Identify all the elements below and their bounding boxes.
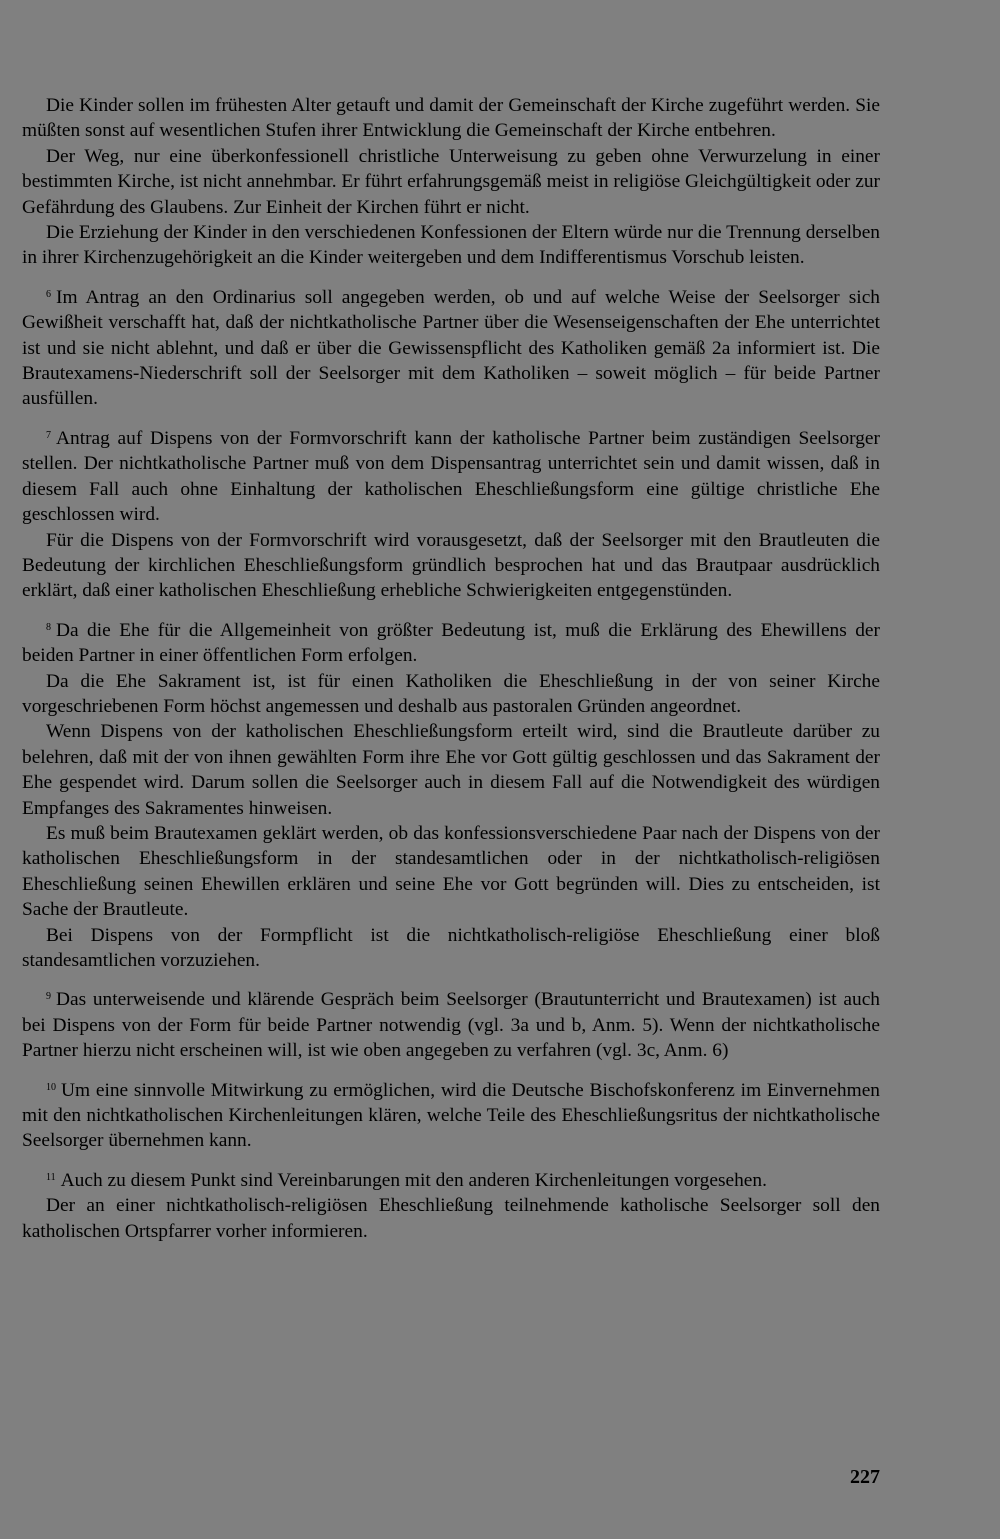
note-paragraph: Der an einer nichtkatholisch-religiösen Eheschließung teilnehmende katholische Seelsorger soll den katholischen Ortspfarrer vorher informieren. [22, 1195, 880, 1242]
note-paragraph: Bei Dispens von der Formpflicht ist die nichtkatholisch-religiöse Eheschließung einer bloß standesamtlichen vorzuziehen. [22, 924, 880, 971]
note-number: 7 [46, 429, 51, 441]
note-7 [22, 426, 880, 604]
note-6 [22, 285, 880, 412]
note-8 [22, 618, 880, 974]
page-body [22, 93, 880, 1244]
note-paragraph: Da die Ehe Sakrament ist, ist für einen Katholiken die Eheschließung in der von seiner Kirche vorgeschriebenen Form höchst angemessen und deshalb aus pastoralen Gründen angeordnet. [22, 670, 880, 717]
note-paragraph: Es muß beim Brautexamen geklärt werden, ob das konfessionsverschiedene Paar nach der Dispens von der katholischen Eheschließungsform in der standesamtlichen oder in der nichtkatholisch-religiösen Eheschließung seinen Ehewillen erklären und seine Ehe vor Gott begründen will. Dies zu entscheiden, ist Sache der Brautleute. [22, 822, 880, 921]
intro-paragraph: Die Erziehung der Kinder in den verschiedenen Konfessionen der Eltern würde nur die Trennung derselben in ihrer Kirchenzugehörigkeit an die Kinder weitergeben und dem Indifferentismus Vorschub leisten. [22, 222, 880, 269]
note-number: 10 [46, 1081, 56, 1093]
note-number: 6 [46, 288, 51, 300]
note-paragraph: Das unterweisende und klärende Gespräch beim Seelsorger (Brautunterricht und Brautexamen) ist auch bei Dispens von der Form für beide Partner notwendig (vgl. 3a und b, Anm. 5). Wenn der nichtkatholische Partner hierzu nicht erscheinen will, ist wie oben angegeben zu verfahren (vgl. 3c, Anm. 6) [22, 989, 880, 1062]
note-10 [22, 1078, 880, 1154]
note-paragraph: Um eine sinnvolle Mitwirkung zu ermöglichen, wird die Deutsche Bischofskonferenz im Einvernehmen mit den nichtkatholischen Kirchenleitungen klären, welche Teile des Eheschließungsritus der nichtkatholische Seelsorger übernehmen kann. [22, 1079, 880, 1152]
page-number: 227 [850, 1466, 880, 1488]
intro-section [22, 93, 880, 271]
note-paragraph: Auch zu diesem Punkt sind Vereinbarungen mit den anderen Kirchenleitungen vorgesehen. [60, 1169, 767, 1191]
note-number: 8 [46, 621, 51, 633]
note-paragraph: Antrag auf Dispens von der Formvorschrift kann der katholische Partner beim zuständigen Seelsorger stellen. Der nichtkatholische Partner muß von dem Dispensantrag unterrichtet sein und damit wissen, daß in diesem Fall auch ohne Einhaltung der katholischen Eheschließungsform eine gültige christliche Ehe geschlossen wird. [22, 427, 880, 526]
intro-paragraph: Der Weg, nur eine überkonfessionell christliche Unterweisung zu geben ohne Verwurzelung in einer bestimmten Kirche, ist nicht annehmbar. Er führt erfahrungsgemäß meist in religiöse Gleichgültigkeit oder zur Gefährdung des Glaubens. Zur Einheit der Kirchen führt er nicht. [22, 145, 880, 218]
note-paragraph: Wenn Dispens von der katholischen Eheschließungsform erteilt wird, sind die Brautleute darüber zu belehren, daß mit der von ihnen gewählten Form ihre Ehe vor Gott gültig geschlossen und das Sakrament der Ehe gespendet wird. Darum sollen die Seelsorger auch in diesem Fall auf die Notwendigkeit des würdigen Empfanges des Sakramentes hinweisen. [22, 721, 880, 819]
note-9 [22, 987, 880, 1063]
intro-paragraph: Die Kinder sollen im frühesten Alter getauft und damit der Gemeinschaft der Kirche zugeführt werden. Sie müßten sonst auf wesentlichen Stufen ihrer Entwicklung die Gemeinschaft der Kirche entbehren. [22, 95, 880, 142]
note-number: 9 [46, 991, 51, 1003]
note-paragraph: Für die Dispens von der Formvorschrift wird vorausgesetzt, daß der Seelsorger mit den Brautleuten die Bedeutung der kirchlichen Eheschließungsform gründlich besprochen hat und das Brautpaar ausdrücklich erklärt, daß einer katholischen Eheschließung erhebliche Schwierigkeiten entgegenstünden. [22, 529, 880, 602]
note-paragraph: Im Antrag an den Ordinarius soll angegeben werden, ob und auf welche Weise der Seelsorger sich Gewißheit verschafft hat, daß der nichtkatholische Partner über die Wesenseigenschaften der Ehe unterrichtet ist und sie nicht ablehnt, und daß er über die Gewissenspflicht des Katholiken gemäß 2a informiert ist. Die Brautexamens-Niederschrift soll der Seelsorger mit dem Katholiken – soweit möglich – für beide Partner ausfüllen. [22, 286, 880, 410]
note-number: 11 [46, 1171, 56, 1183]
note-paragraph: Da die Ehe für die Allgemeinheit von größter Bedeutung ist, muß die Erklärung des Ehewillens der beiden Partner in einer öffentlichen Form erfolgen. [22, 619, 880, 667]
note-11 [22, 1168, 880, 1244]
